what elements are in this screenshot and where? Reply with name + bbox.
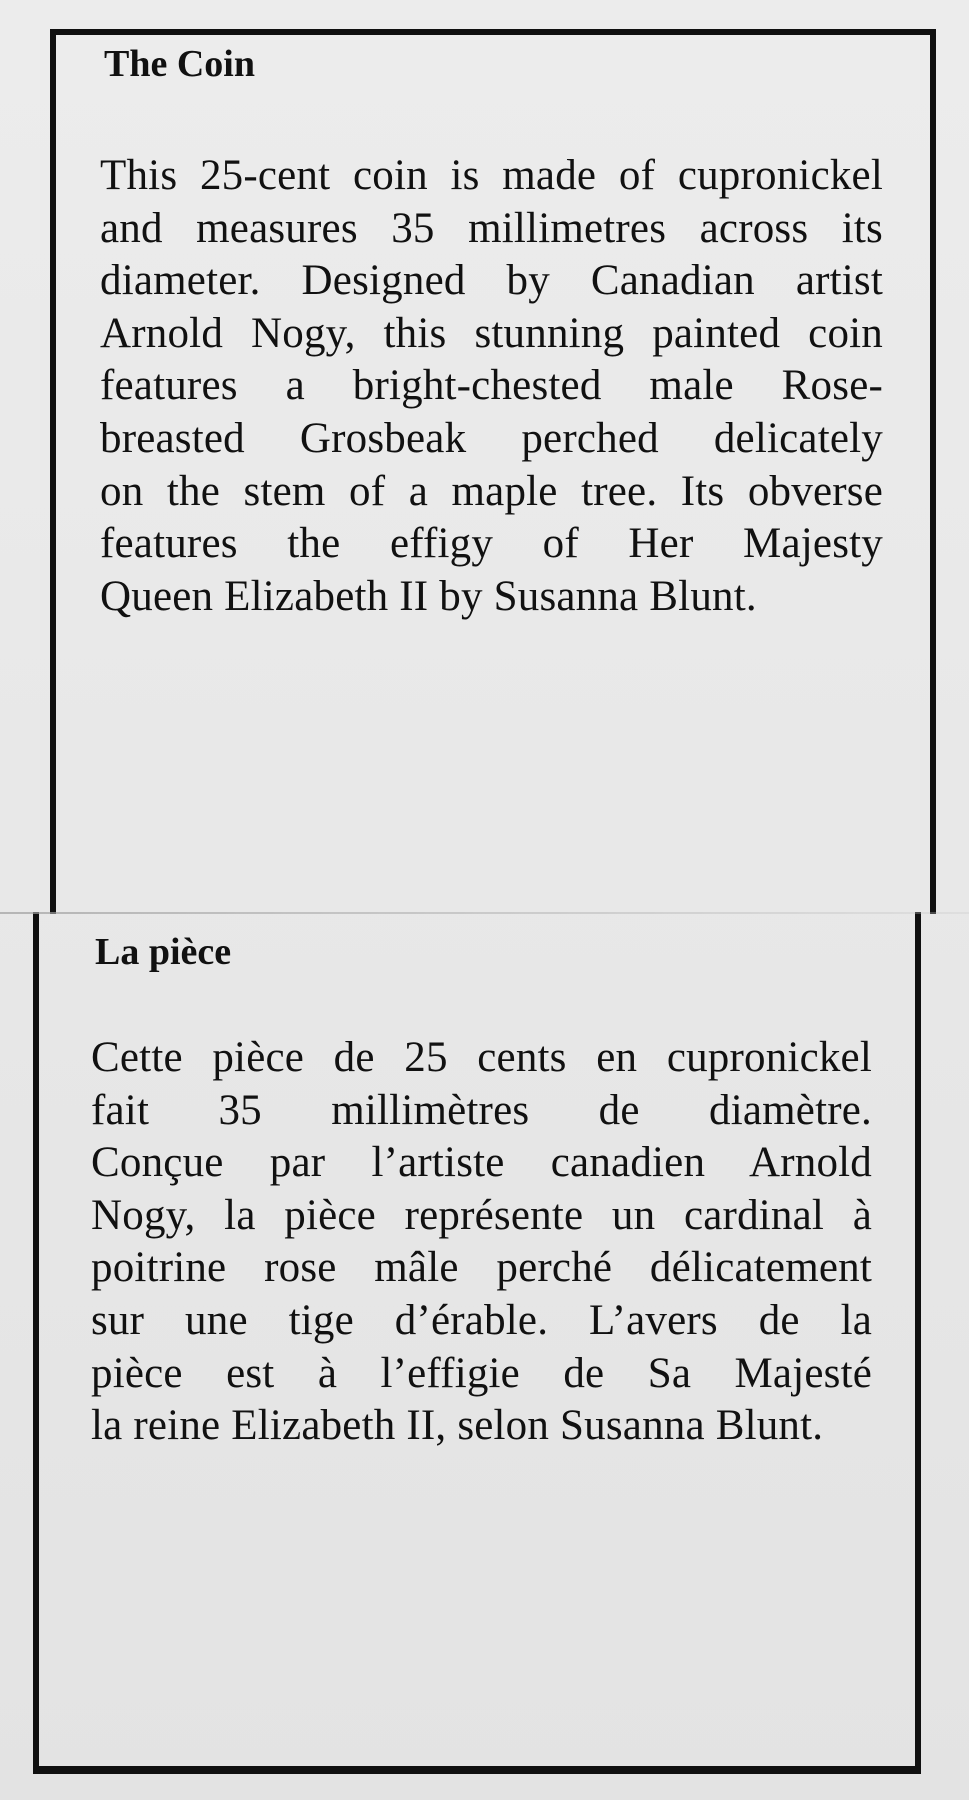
french-line: la reine Elizabeth II, selon Susanna Blunt. bbox=[91, 1402, 824, 1450]
english-line: and measures 35 millimetres across its bbox=[100, 204, 883, 252]
english-line: breasted Grosbeak perched delicately bbox=[100, 414, 883, 462]
english-line: features the effigy of Her Majesty bbox=[100, 520, 883, 568]
french-line: Conçue par l’artiste canadien Arnold bbox=[91, 1139, 872, 1187]
french-line: Cette pièce de 25 cents en cupronickel bbox=[91, 1034, 872, 1081]
french-description bbox=[91, 1032, 872, 1453]
english-description bbox=[100, 150, 883, 623]
english-line: diameter. Designed by Canadian artist bbox=[100, 257, 883, 305]
english-line: Arnold Nogy, this stunning painted coin bbox=[100, 309, 883, 357]
french-line: Nogy, la pièce représente un cardinal à bbox=[91, 1191, 872, 1239]
english-line: features a bright-chested male Rose- bbox=[100, 362, 883, 410]
french-line: poitrine rose mâle perché délicatement bbox=[91, 1244, 872, 1292]
english-line: on the stem of a maple tree. Its obverse bbox=[100, 467, 883, 515]
french-line: pièce est à l’effigie de Sa Majesté bbox=[91, 1349, 872, 1397]
fold-crease bbox=[0, 912, 969, 914]
english-line: Queen Elizabeth II by Susanna Blunt. bbox=[100, 572, 757, 620]
english-heading: The Coin bbox=[104, 43, 255, 85]
french-line: fait 35 millimètres de diamètre. bbox=[91, 1086, 872, 1134]
english-line: This 25-cent coin is made of cupronickel bbox=[100, 152, 883, 199]
french-heading: La pièce bbox=[95, 931, 232, 973]
french-line: sur une tige d’érable. L’avers de la bbox=[91, 1296, 872, 1344]
